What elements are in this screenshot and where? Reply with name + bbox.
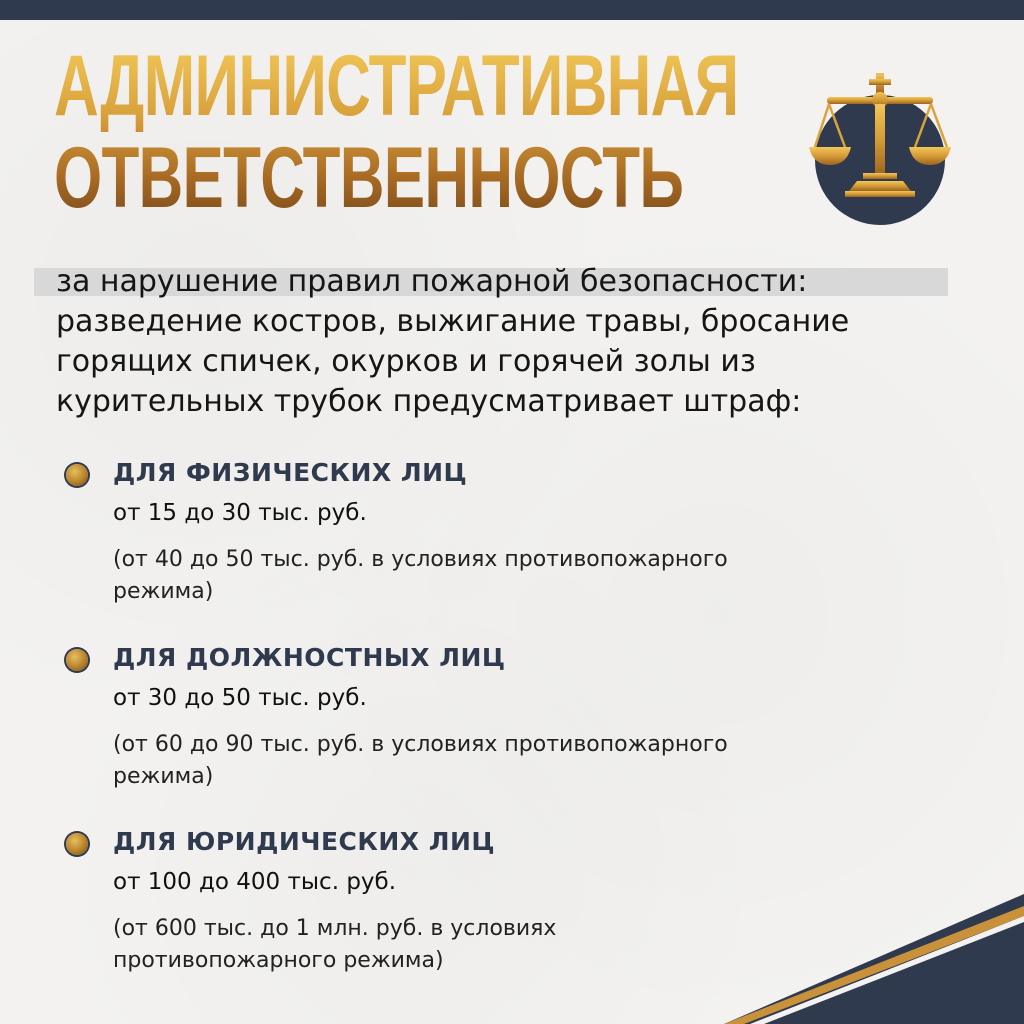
intro-line-2: разведение костров, выжигание травы, бросание (56, 304, 850, 339)
emblem-circle (815, 95, 945, 225)
group-note: (от 600 тыс. до 1 млн. руб. в условиях противопожарного режима) (113, 916, 557, 973)
gold-bullet-icon (66, 833, 88, 855)
intro-line-1: за нарушение правил пожарной безопасности: (56, 264, 808, 299)
intro-line-3: горящих спичек, окурков и горячей золы из (56, 344, 756, 379)
group-title: ДЛЯ ЮРИДИЧЕСКИХ ЛИЦ (113, 827, 496, 856)
page-title-line-1: АДМИНИСТРАТИВНАЯ (54, 38, 739, 134)
group-amount: от 30 до 50 тыс. руб. (113, 685, 367, 711)
group-title: ДЛЯ ДОЛЖНОСТНЫХ ЛИЦ (113, 643, 506, 672)
group-amount: от 100 до 400 тыс. руб. (113, 869, 397, 895)
scales-of-justice-icon (805, 55, 955, 215)
top-decor-bar (0, 0, 1024, 20)
gold-bullet-icon (66, 649, 88, 671)
corner-decor (724, 894, 1024, 1024)
page-title-line-2: ОТВЕТСТВЕННОСТЬ (54, 130, 684, 226)
group-title: ДЛЯ ФИЗИЧЕСКИХ ЛИЦ (113, 458, 468, 487)
intro-text (56, 262, 986, 422)
group-note: (от 40 до 50 тыс. руб. в условиях противопожарного режима) (113, 547, 728, 604)
gold-bullet-icon (66, 464, 88, 486)
group-note: (от 60 до 90 тыс. руб. в условиях противопожарного режима) (113, 732, 728, 789)
page-title (54, 40, 738, 224)
group-amount: от 15 до 30 тыс. руб. (113, 500, 367, 526)
intro-line-4: курительных трубок предусматривает штраф: (56, 384, 802, 419)
